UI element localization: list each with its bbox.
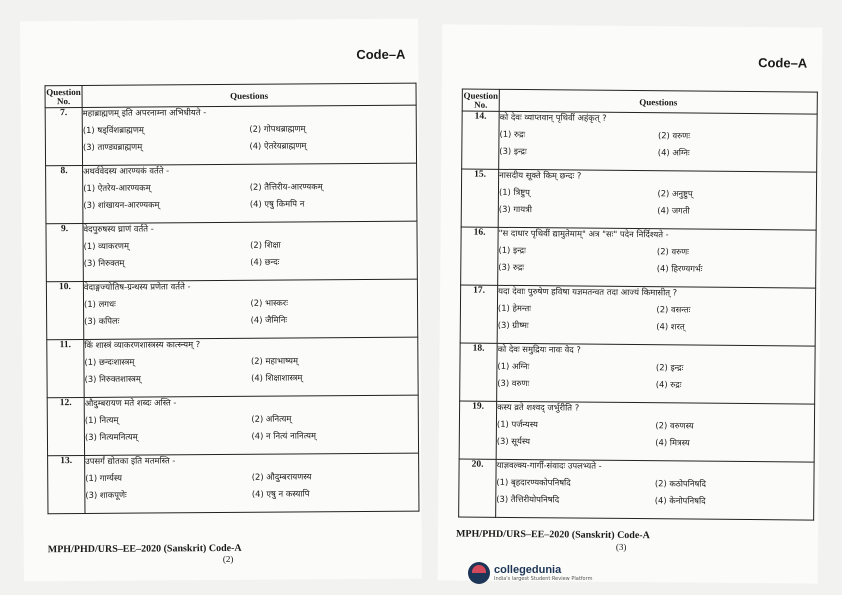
- question-body: [84, 337, 418, 397]
- answer-option: (3) सूर्यस्य: [496, 435, 531, 447]
- answer-option: (1) षड्विंशब्राह्मणम्: [82, 124, 144, 135]
- code-label: Code–A: [758, 55, 808, 71]
- question-body: [496, 459, 814, 520]
- code-label: Code–A: [356, 46, 406, 63]
- collegedunia-logo-icon: [468, 562, 490, 584]
- answer-option: (3) रुद्रः: [498, 261, 525, 273]
- question-row: [48, 453, 419, 514]
- question-row: [460, 343, 815, 404]
- answer-option: (4) शिक्षाशास्त्रम्: [251, 372, 303, 383]
- question-row: [460, 285, 815, 346]
- question-body: [83, 163, 417, 223]
- answer-options: [84, 297, 417, 327]
- question-stem: उपसर्गं द्योतका इति मतमस्ति -: [85, 455, 176, 466]
- question-row: [462, 111, 817, 172]
- question-number: 14.: [462, 111, 500, 169]
- answer-options: [496, 477, 813, 508]
- answer-options: [499, 129, 816, 160]
- answer-option: (3) शांखायन-आरण्यकम्: [83, 199, 160, 210]
- page-number: (3): [615, 541, 627, 552]
- answer-options: [85, 471, 418, 501]
- question-stem: अथर्ववेदस्य आरण्यकं वर्तते -: [83, 165, 170, 176]
- question-body: [496, 401, 814, 462]
- answer-option: (3) निरुक्तशास्त्रम्: [84, 373, 141, 384]
- question-body: [85, 453, 419, 513]
- answer-option: (4) एषु न कस्यापि: [251, 488, 310, 499]
- answer-option: (1) अग्निः: [497, 360, 530, 372]
- answer-option: (2) वसन्तः: [656, 304, 691, 315]
- answer-option: (3) गायत्री: [498, 203, 532, 215]
- answer-option: (4) जगती: [657, 205, 690, 216]
- question-table: [44, 83, 419, 515]
- answer-option: (1) छन्दःशास्त्रम्: [84, 356, 135, 367]
- watermark-name: collegedunia: [494, 564, 562, 576]
- answer-option: (3) निरुक्तम्: [83, 257, 125, 268]
- question-number: 15.: [461, 169, 499, 227]
- answer-option: (1) नित्यम्: [84, 414, 119, 425]
- question-stem: को देवः व्याप्तवान् पृथिवीं अहंकृत् ?: [499, 111, 607, 123]
- question-number: 18.: [460, 343, 498, 401]
- question-no-header: Question No.: [462, 89, 499, 111]
- question-body: [83, 279, 417, 339]
- question-row: [46, 163, 417, 224]
- answer-option: (1) लगधः: [83, 298, 116, 309]
- question-table: [458, 89, 818, 521]
- question-body: [497, 343, 815, 404]
- question-row: [45, 105, 416, 166]
- question-rows: [459, 111, 818, 520]
- question-row: [47, 395, 418, 456]
- question-number: 19.: [459, 401, 497, 459]
- answer-option: (4) अग्निः: [657, 147, 690, 158]
- answer-option: (4) न नित्यं नानित्यम्: [251, 430, 317, 441]
- answer-option: (2) औदुम्बरायणस्य: [251, 471, 312, 482]
- answer-options: [84, 239, 417, 269]
- answer-option: (1) बृहदारण्यकोपनिषदि: [496, 476, 571, 488]
- answer-option: (3) शाकपूणेः: [85, 489, 127, 500]
- question-stem: औदुम्बरायण मते शब्दः अस्ति -: [84, 397, 177, 408]
- answer-options: [83, 181, 416, 211]
- answer-option: (1) रुद्रः: [499, 128, 526, 140]
- answer-option: (2) वरुणस्य: [655, 420, 694, 431]
- answer-option: (3) वरुणः: [497, 377, 530, 389]
- answer-option: (1) इन्द्रः: [498, 244, 526, 256]
- answer-option: (2) इन्द्रः: [655, 362, 684, 373]
- question-number: 20.: [459, 459, 497, 517]
- question-body: [82, 105, 416, 165]
- question-number: 16.: [461, 227, 499, 285]
- answer-option: (4) एषु किमपि न: [249, 198, 305, 209]
- question-number: 8.: [46, 165, 83, 223]
- answer-option: (2) वरुणः: [657, 130, 690, 141]
- answer-option: (2) गोपथब्राह्मणम्: [249, 123, 306, 134]
- answer-options: [498, 303, 815, 334]
- question-stem: नासदीय सूक्ते किम् छन्दः ?: [499, 169, 582, 181]
- answer-option: (2) अनुष्टुप्: [657, 188, 693, 199]
- question-row: [461, 227, 816, 288]
- question-stem: यदा देवाः पुरुषेण हविषा यज्ञमतन्वत तदा आज्यं किमासीत् ?: [498, 285, 678, 298]
- answer-options: [85, 413, 418, 443]
- question-stem: वेदाङ्गज्योतिष-ग्रन्थस्य प्रणेता वर्तते -: [83, 281, 191, 292]
- question-page-left: [20, 19, 422, 582]
- question-rows: [45, 105, 419, 514]
- question-row: [459, 459, 814, 520]
- answer-option: (2) महाभाष्यम्: [250, 355, 299, 366]
- question-body: [498, 227, 816, 288]
- question-body: [499, 111, 817, 172]
- answer-option: (2) कठोपनिषदि: [654, 478, 707, 489]
- question-number: 9.: [46, 223, 83, 281]
- answer-option: (2) अनित्यम्: [251, 413, 292, 424]
- question-row: [46, 221, 417, 282]
- answer-option: (4) रुद्रः: [655, 379, 682, 390]
- answer-option: (3) तैत्तिरीयोपनिषदि: [496, 493, 560, 505]
- collegedunia-watermark: [468, 562, 592, 584]
- answer-option: (4) हिरण्यगर्भः: [656, 263, 703, 274]
- page-footer: MPH/PHD/URS–EE–2020 (Sanskrit) Code-A: [47, 542, 242, 556]
- answer-option: (4) शरत्: [656, 321, 685, 332]
- question-stem: महाब्राह्मणम् इति अपरनाम्ना अभिधीयते -: [82, 107, 207, 118]
- question-stem: वेदपुरुषस्य घ्राणं वर्तते -: [83, 223, 154, 234]
- answer-options: [83, 123, 416, 153]
- page-footer: MPH/PHD/URS–EE–2020 (Sanskrit) Code-A: [455, 528, 650, 542]
- answer-option: (3) ग्रीष्मः: [497, 319, 529, 331]
- answer-options: [497, 419, 814, 450]
- question-number: 12.: [47, 397, 84, 455]
- answer-option: (3) इन्द्रः: [499, 145, 527, 157]
- answer-option: (1) गार्ग्यस्य: [85, 472, 123, 483]
- answer-option: (3) नित्यमनित्यम्: [84, 431, 138, 442]
- question-row: [461, 169, 816, 230]
- questions-header: Questions: [499, 89, 817, 114]
- question-body: [498, 169, 816, 230]
- question-row: [459, 401, 814, 462]
- answer-option: (2) वरुणः: [656, 246, 689, 257]
- question-body: [84, 395, 418, 455]
- answer-option: (4) केनोपनिषदि: [654, 495, 706, 506]
- answer-options: [497, 361, 814, 392]
- answer-options: [499, 187, 816, 218]
- answer-option: (1) व्याकरणम्: [83, 240, 129, 251]
- answer-option: (2) शिक्षा: [250, 239, 281, 250]
- answer-option: (1) हेमन्तः: [497, 302, 532, 314]
- answer-option: (4) जैमिनिः: [250, 314, 288, 325]
- answer-option: (1) ऐतरेय-आरण्यकम्: [83, 182, 151, 193]
- question-stem: को देवः समुद्रियः नावः वेद ?: [497, 343, 581, 355]
- answer-option: (4) ऐतरेयब्राह्मणम्: [249, 140, 307, 151]
- question-number: 10.: [46, 281, 83, 339]
- question-body: [497, 285, 815, 346]
- questions-header: Questions: [82, 83, 416, 107]
- question-body: [83, 221, 417, 281]
- answer-option: (1) पर्जन्यस्य: [496, 418, 538, 430]
- page-number: (2): [222, 553, 234, 564]
- answer-option: (2) तैत्तिरीय-आरण्यकम्: [249, 181, 323, 192]
- question-number: 7.: [45, 107, 82, 165]
- question-stem: किं शास्त्रं व्याकरणशास्त्रस्य कात्स्न्यम् ?: [84, 339, 201, 350]
- answer-options: [84, 355, 417, 385]
- question-stem: कस्य व्रते शश्वद् जर्भुरीति ?: [497, 401, 580, 413]
- watermark-tagline: India's largest Student Review Platform: [494, 576, 593, 582]
- question-number: 17.: [460, 285, 498, 343]
- answer-options: [498, 245, 815, 276]
- question-row: [47, 337, 418, 398]
- answer-option: (3) कपिलः: [84, 315, 120, 326]
- answer-option: (1) त्रिष्टुप्: [498, 186, 530, 198]
- question-page-right: [438, 24, 823, 583]
- answer-option: (4) छन्दः: [250, 256, 280, 267]
- question-number: 13.: [48, 455, 85, 513]
- answer-option: (4) मित्रस्य: [655, 437, 690, 448]
- answer-option: (2) भास्करः: [250, 297, 288, 308]
- question-stem: याज्ञवल्क्य-गार्गी-संवादः उपलभ्यते -: [496, 459, 602, 471]
- question-number: 11.: [47, 339, 84, 397]
- question-row: [46, 279, 417, 340]
- answer-option: (3) ताण्ड्यब्राह्मणम्: [82, 141, 143, 152]
- question-stem: "स दाधार पृथिवीं द्यामुतेमाम्" अत्र "सः" पदेन निर्दिश्यते -: [498, 227, 669, 240]
- question-no-header: Question No.: [45, 85, 82, 107]
